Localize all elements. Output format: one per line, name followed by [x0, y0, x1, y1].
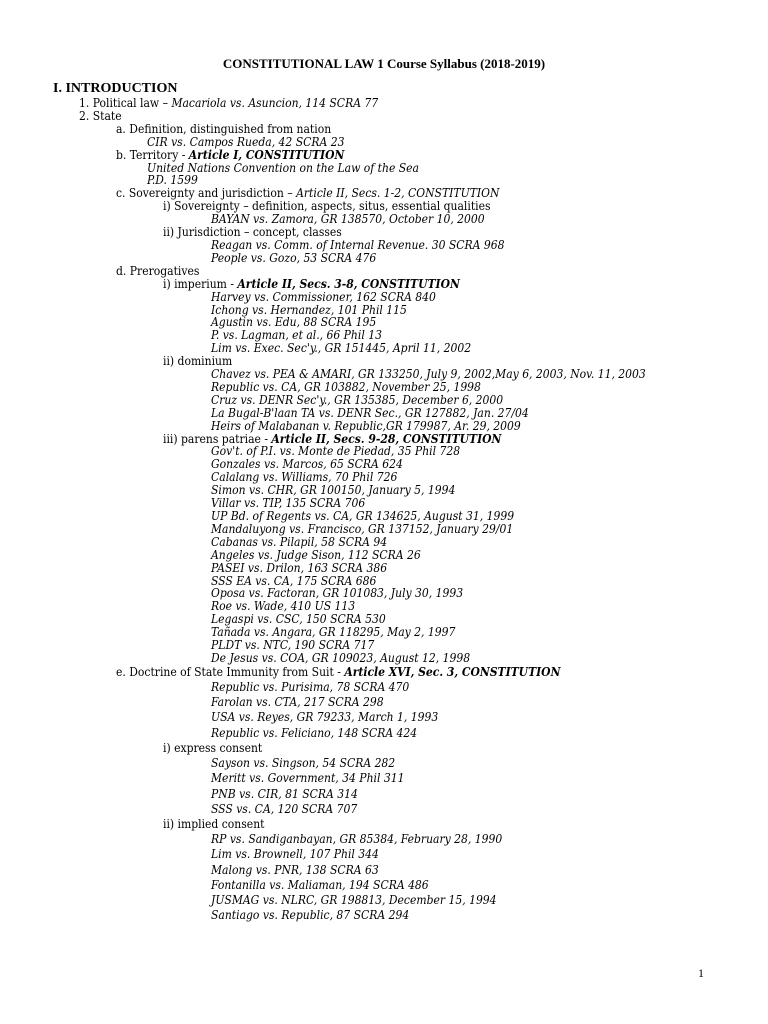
- case-citation: SSS EA vs. CA, 175 SCRA 686: [211, 573, 377, 588]
- outline-line: [0, 863, 768, 878]
- case-citation: PLDT vs. NTC, 190 SCRA 717: [211, 638, 375, 653]
- case-citation: PASEI vs. Drilon, 163 SCRA 386: [211, 560, 388, 575]
- outline-line: [0, 342, 768, 355]
- case-citation: Villar vs. TIP, 135 SCRA 706: [211, 496, 366, 511]
- outline-line: [0, 741, 768, 756]
- outline-lines: [0, 97, 768, 923]
- outline-line: [0, 665, 768, 680]
- outline-line: [0, 817, 768, 832]
- case-citation: Agustin vs. Edu, 88 SCRA 195: [211, 315, 377, 330]
- outline-line: [0, 710, 768, 725]
- case-citation: Harvey vs. Commissioner, 162 SCRA 840: [211, 289, 436, 304]
- outline-line: [0, 771, 768, 786]
- outline-line: [0, 239, 768, 252]
- case-citation: De Jesus vs. COA, GR 109023, August 12, 1998: [211, 650, 471, 665]
- outline-line: [0, 695, 768, 710]
- case-citation: Santiago vs. Republic, 87 SCRA 294: [211, 908, 410, 923]
- case-citation: Heirs of Malabanan v. Republic,GR 179987, Ar. 29, 2009: [211, 418, 521, 433]
- case-citation: Gonzales vs. Marcos, 65 SCRA 624: [211, 457, 403, 472]
- constitution-reference: Article II, Secs. 3-8, CONSTITUTION: [237, 276, 460, 291]
- outline-line: [0, 162, 768, 175]
- line-text: iii) parens patriae -: [163, 431, 272, 446]
- outline-line: [0, 802, 768, 817]
- outline-line: [0, 626, 768, 639]
- outline-line: [0, 562, 768, 575]
- case-citation: UP Bd. of Regents vs. CA, GR 134625, August 31, 1999: [211, 509, 515, 523]
- line-text: i) Sovereignty – definition, aspects, situs, essential qualities: [163, 199, 491, 214]
- case-citation: USA vs. Reyes, GR 79233, March 1, 1993: [211, 710, 439, 725]
- outline-line: [0, 587, 768, 600]
- case-citation: Cruz vs. DENR Sec'y., GR 135385, December 6, 2000: [211, 392, 504, 407]
- case-citation: Ichong vs. Hernandez, 101 Phil 115: [211, 302, 407, 317]
- constitution-reference: Article I, CONSTITUTION: [188, 147, 345, 162]
- line-text: 2. State: [79, 108, 122, 123]
- line-text: d. Prerogatives: [116, 263, 200, 278]
- case-citation: Macariola vs. Asuncion, 114 SCRA 77: [171, 96, 379, 110]
- case-citation: Lim vs. Brownell, 107 Phil 344: [211, 847, 379, 862]
- constitution-reference: Article XVI, Sec. 3, CONSTITUTION: [344, 664, 561, 679]
- case-citation: Legaspi vs. CSC, 150 SCRA 530: [211, 612, 386, 627]
- outline-line: [0, 726, 768, 741]
- constitution-reference: Article II, Secs. 9-28, CONSTITUTION: [271, 431, 502, 446]
- case-citation: Meritt vs. Government, 34 Phil 311: [211, 771, 405, 786]
- case-citation: La Bugal-B'laan TA vs. DENR Sec., GR 127882, Jan. 27/04: [211, 405, 529, 420]
- case-citation: Calalang vs. Williams, 70 Phil 726: [211, 470, 398, 485]
- case-citation: Farolan vs. CTA, 217 SCRA 298: [211, 695, 384, 710]
- line-text: i) express consent: [163, 740, 263, 755]
- page-number: 1: [698, 966, 704, 980]
- case-citation: P.D. 1599: [147, 173, 198, 188]
- line-text: ii) implied consent: [163, 816, 265, 831]
- case-citation: SSS vs. CA, 120 SCRA 707: [211, 801, 358, 816]
- case-citation: Fontanilla vs. Maliaman, 194 SCRA 486: [211, 877, 429, 892]
- outline-line: [0, 123, 768, 136]
- line-text: 1. Political law –: [79, 96, 172, 110]
- case-citation: Lim vs. Exec. Sec'y., GR 151445, April 11, 2002: [211, 341, 472, 356]
- case-citation: Mandaluyong vs. Francisco, GR 137152, January 29/01: [211, 521, 514, 536]
- outline-line: [0, 316, 768, 329]
- section-heading: I. INTRODUCTION: [53, 81, 178, 96]
- line-text: i) imperium -: [163, 276, 238, 291]
- syllabus-outline: [0, 80, 768, 923]
- case-citation: P. vs. Lagman, et al., 66 Phil 13: [211, 328, 382, 343]
- case-citation: RP vs. Sandiganbayan, GR 85384, February 28, 1990: [211, 832, 503, 847]
- case-citation: Cabanas vs. Pilapil, 58 SCRA 94: [211, 534, 388, 549]
- case-citation: Simon vs. CHR, GR 100150, January 5, 1994: [211, 483, 456, 498]
- outline-line: [0, 893, 768, 908]
- case-citation: Angeles vs. Judge Sison, 112 SCRA 26: [211, 547, 421, 562]
- case-citation: JUSMAG vs. NLRC, GR 198813, December 15, 1994: [211, 892, 497, 907]
- line-text: ii) dominium: [163, 354, 233, 369]
- case-citation: CIR vs. Campos Rueda, 42 SCRA 23: [147, 134, 345, 149]
- case-citation: Chavez vs. PEA & AMARI, GR 133250, July 9, 2002,May 6, 2003, Nov. 11, 2003: [211, 367, 646, 382]
- line-text: c. Sovereignty and jurisdiction –: [116, 186, 297, 201]
- case-citation: Republic vs. Feliciano, 148 SCRA 424: [211, 725, 418, 740]
- case-citation: Sayson vs. Singson, 54 SCRA 282: [211, 756, 396, 771]
- outline-line: [0, 213, 768, 226]
- case-citation: Republic vs. Purisima, 78 SCRA 470: [211, 680, 410, 695]
- case-citation: Oposa vs. Factoran, GR 101083, July 30, 1993: [211, 586, 464, 601]
- outline-line: [0, 832, 768, 847]
- case-citation: Reagan vs. Comm. of Internal Revenue. 30 SCRA 968: [211, 237, 505, 252]
- case-citation: PNB vs. CIR, 81 SCRA 314: [211, 786, 358, 801]
- case-citation: Malong vs. PNR, 138 SCRA 63: [211, 862, 379, 877]
- line-text: e. Doctrine of State Immunity from Suit -: [116, 664, 345, 679]
- outline-line: [0, 304, 768, 317]
- page-title: CONSTITUTIONAL LAW 1 Course Syllabus (2018-2019): [222, 56, 546, 71]
- case-citation: Republic vs. CA, GR 103882, November 25, 1998: [211, 379, 481, 394]
- outline-line: [0, 756, 768, 771]
- outline-line: [0, 847, 768, 862]
- case-citation: Tañada vs. Angara, GR 118295, May 2, 1997: [211, 625, 456, 640]
- line-text: a. Definition, distinguished from nation: [116, 121, 332, 136]
- case-citation: Roe vs. Wade, 410 US 113: [211, 599, 356, 614]
- case-citation: Article II, Secs. 1-2, CONSTITUTION: [296, 186, 500, 201]
- case-citation: BAYAN vs. Zamora, GR 138570, October 10, 2000: [211, 212, 485, 227]
- outline-line: [0, 484, 768, 497]
- case-citation: People vs. Gozo, 53 SCRA 476: [211, 250, 377, 265]
- line-text: b. Territory -: [116, 147, 189, 162]
- case-citation: United Nations Convention on the Law of the Sea: [147, 160, 419, 175]
- outline-line: [0, 878, 768, 893]
- outline-line: [0, 652, 768, 665]
- line-text: ii) Jurisdiction – concept, classes: [163, 225, 342, 240]
- case-citation: Gov't. of P.I. vs. Monte de Piedad, 35 Phil 728: [211, 444, 461, 459]
- outline-line: [0, 787, 768, 802]
- outline-line: [0, 680, 768, 695]
- outline-line: [0, 908, 768, 923]
